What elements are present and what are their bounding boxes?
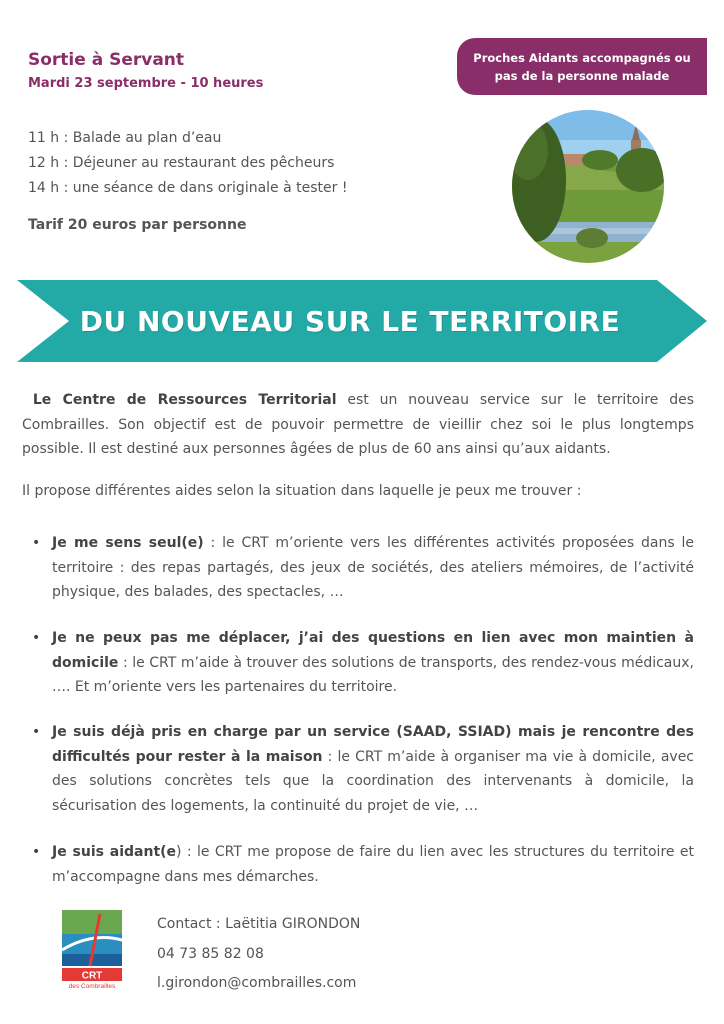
badge-line-2: pas de la personne malade — [494, 68, 670, 83]
bullet-icon: • — [32, 844, 41, 860]
intro-text: est un nouveau service sur le territoire des Combrailles. Son objectif est de pouvoir permettre de vieillir chez soi le plus longtemps possible. Il est destiné aux personnes âgées de plus de 60 ans ainsi qu’aux aidants. — [22, 392, 694, 457]
audience-badge — [457, 38, 707, 95]
item-text: : le CRT m’aide à trouver des solutions de transports, des rendez-vous médicaux, …. Et m’oriente vers les partenaires du territoire. — [52, 654, 694, 695]
item-text: ) : le CRT me propose de faire du lien avec les structures du territoire et m’accompagne dans mes démarches. — [52, 844, 694, 885]
item-bold: Je suis aidant(e — [52, 844, 177, 860]
contact-phone[interactable]: 04 73 85 82 08 — [157, 945, 264, 962]
schedule-item: 14 h : une séance de dans originale à tester ! — [28, 180, 348, 196]
event-date: Mardi 23 septembre - 10 heures — [28, 76, 264, 91]
contact-block — [157, 910, 360, 999]
item-text: : le CRT m’aide à organiser ma vie à domicile, avec des solutions concrètes tels que la coordination des intervenants à domicile, la sécurisation des logements, la continuité du projet de vie, … — [52, 748, 694, 814]
lake-landscape-photo — [512, 110, 664, 263]
event-price: Tarif 20 euros par personne — [28, 217, 247, 233]
event-title: Sortie à Servant — [28, 50, 185, 70]
contact-name: Contact : Laëtitia GIRONDON — [157, 916, 361, 932]
contact-email[interactable]: l.girondon@combrailles.com — [157, 975, 357, 991]
banner-title: DU NOUVEAU SUR LE TERRITOIRE — [79, 304, 621, 338]
list-item — [32, 626, 694, 700]
item-bold: Je me sens seul(e) — [52, 535, 204, 551]
intro-paragraph — [22, 388, 694, 462]
list-item — [32, 531, 694, 605]
logo-label: CRT — [81, 970, 103, 982]
logo-sub: des Combrailles — [68, 983, 116, 990]
bullet-icon: • — [32, 724, 41, 740]
lead-sentence: Il propose différentes aides selon la situation dans laquelle je peux me trouver : — [22, 483, 582, 499]
item-text: : le CRT m’oriente vers les différentes activités proposées dans le territoire : des repas partagés, des jeux de sociétés, des ateliers mémoires, de l’activité physique, des balades, des spectacles, … — [52, 535, 694, 600]
crt-logo — [62, 910, 122, 990]
event-schedule — [28, 126, 347, 201]
badge-line-1: Proches Aidants accompagnés ou — [473, 50, 691, 65]
intro-bold: Le Centre de Ressources Territorial — [32, 392, 337, 408]
bullet-icon: • — [32, 630, 41, 646]
list-item — [32, 840, 694, 889]
item-bold: Je ne peux pas me déplacer, j’ai des questions en lien avec mon maintien à domicile — [52, 630, 694, 671]
list-item — [32, 720, 694, 818]
schedule-item: 11 h : Balade au plan d’eau — [28, 130, 222, 146]
schedule-item: 12 h : Déjeuner au restaurant des pêcheurs — [28, 155, 335, 171]
bullet-icon: • — [32, 535, 41, 551]
item-bold: Je suis déjà pris en charge par un service (SAAD, SSIAD) mais je rencontre des difficultés pour rester à la maison — [52, 724, 694, 765]
